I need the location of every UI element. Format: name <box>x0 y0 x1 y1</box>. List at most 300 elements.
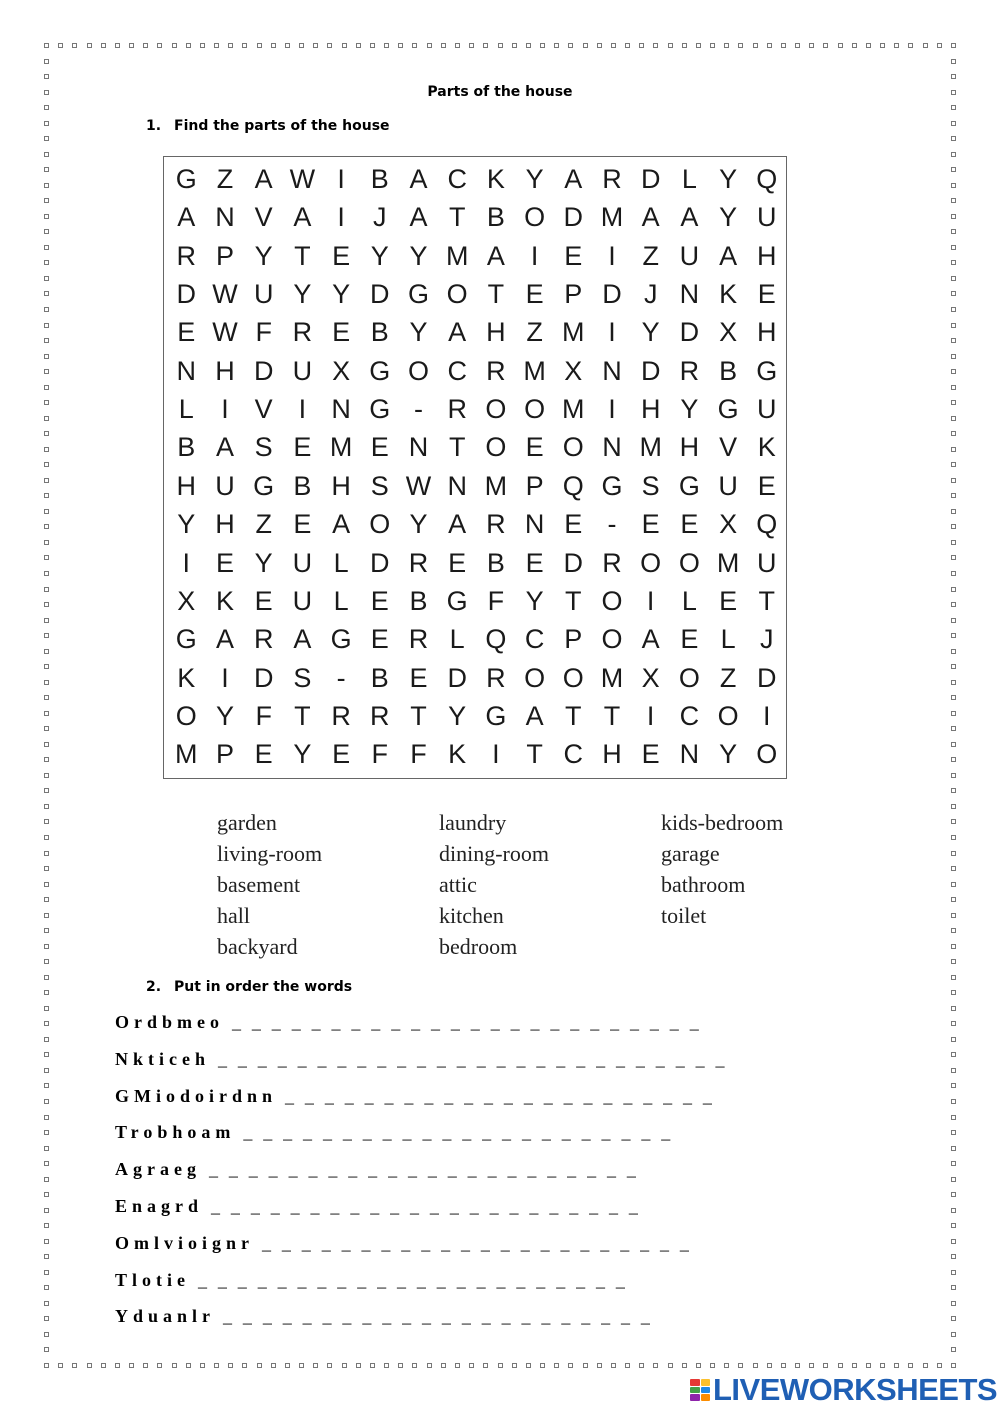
answer-blank[interactable]: _ _ _ _ _ _ _ _ _ _ _ _ _ _ _ _ _ _ _ _ _ _ <box>208 1159 640 1180</box>
grid-letter: Y <box>293 739 312 770</box>
border-square <box>951 385 956 390</box>
grid-letter: A <box>254 164 273 194</box>
border-square <box>44 1347 49 1352</box>
border-square <box>526 43 531 48</box>
border-square <box>129 1363 134 1368</box>
grid-letter: U <box>718 470 738 501</box>
scrambled-row <box>115 1012 702 1033</box>
border-square <box>44 400 49 405</box>
grid-letter: N <box>602 432 622 463</box>
border-square <box>157 43 162 48</box>
border-square <box>823 43 828 48</box>
border-square <box>72 1363 77 1368</box>
border-square <box>44 1301 49 1306</box>
border-square <box>781 1363 786 1368</box>
border-square <box>228 43 233 48</box>
grid-letter: I <box>337 202 345 233</box>
grid-letter: J <box>760 624 774 655</box>
border-square <box>951 555 956 560</box>
border-square <box>44 462 49 467</box>
border-square <box>44 571 49 576</box>
grid-letter: R <box>447 394 467 425</box>
border-square <box>44 1099 49 1104</box>
grid-letter: A <box>448 509 467 540</box>
grid-letter: A <box>293 202 312 233</box>
grid-letter: S <box>641 470 660 501</box>
grid-letter: Y <box>177 509 196 540</box>
border-square <box>710 43 715 48</box>
grid-letter: O <box>717 700 739 731</box>
border-square <box>186 43 191 48</box>
grid-letter: D <box>679 317 700 348</box>
answer-blank[interactable]: _ _ _ _ _ _ _ _ _ _ _ _ _ _ _ _ _ _ _ _ _ _ <box>262 1232 693 1253</box>
grid-letter: Y <box>641 317 660 348</box>
border-square <box>852 1363 857 1368</box>
border-square <box>951 990 956 995</box>
border-square <box>257 43 262 48</box>
grid-letter: I <box>492 739 500 770</box>
border-square <box>285 43 290 48</box>
border-square <box>951 1130 956 1135</box>
border-square <box>356 43 361 48</box>
border-square <box>44 866 49 871</box>
grid-letter: Y <box>332 279 351 310</box>
border-square <box>242 43 247 48</box>
border-square <box>639 43 644 48</box>
scrambled-word: Nkticeh <box>115 1048 210 1069</box>
border-square <box>951 183 956 188</box>
scrambled-row <box>115 1159 639 1180</box>
border-square <box>951 43 956 48</box>
grid-letter: I <box>221 394 229 425</box>
border-square <box>838 43 843 48</box>
grid-letter: I <box>608 394 616 425</box>
border-square <box>299 43 304 48</box>
border-square <box>44 276 49 281</box>
border-square <box>186 1363 191 1368</box>
border-square <box>44 291 49 296</box>
border-square <box>44 742 49 747</box>
border-square <box>951 1068 956 1073</box>
grid-letter: A <box>486 240 505 271</box>
border-square <box>44 819 49 824</box>
border-square <box>951 198 956 203</box>
grid-letter: G <box>446 585 468 616</box>
border-square <box>44 944 49 949</box>
answer-blank[interactable]: _ _ _ _ _ _ _ _ _ _ _ _ _ _ _ _ _ _ _ _ _ _ <box>198 1269 629 1290</box>
grid-letter: S <box>293 662 312 693</box>
border-square <box>398 1363 403 1368</box>
border-square <box>696 43 701 48</box>
grid-letter: A <box>177 202 196 233</box>
border-square <box>951 1347 956 1352</box>
word-bank-item: attic <box>439 872 477 897</box>
border-square <box>44 338 49 343</box>
border-square <box>87 1363 92 1368</box>
grid-letter: M <box>523 355 546 386</box>
border-square <box>951 447 956 452</box>
border-square <box>412 43 417 48</box>
grid-letter: D <box>370 279 390 310</box>
grid-letter: U <box>679 240 700 271</box>
border-square <box>455 43 460 48</box>
grid-letter: L <box>681 585 697 616</box>
border-square <box>951 307 956 312</box>
grid-letter: - <box>413 394 423 425</box>
border-square <box>696 1363 701 1368</box>
border-square <box>44 649 49 654</box>
grid-letter: Y <box>719 202 738 233</box>
border-square <box>342 43 347 48</box>
border-square <box>44 1332 49 1337</box>
grid-letter: G <box>485 700 507 731</box>
border-square <box>44 59 49 64</box>
grid-letter: G <box>407 279 429 310</box>
border-square <box>951 493 956 498</box>
scrambled-row <box>115 1233 692 1254</box>
border-square <box>44 1223 49 1228</box>
grid-letter: O <box>678 547 700 578</box>
border-square <box>44 183 49 188</box>
grid-letter: R <box>331 700 351 731</box>
border-square <box>384 43 389 48</box>
grid-letter: B <box>293 470 312 501</box>
border-square <box>44 726 49 731</box>
border-square <box>951 1083 956 1088</box>
grid-letter: W <box>212 317 238 348</box>
grid-letter: A <box>719 240 738 271</box>
border-square <box>101 43 106 48</box>
grid-letter: S <box>370 470 389 501</box>
border-square <box>412 1363 417 1368</box>
grid-letter: B <box>370 662 389 693</box>
answer-blank[interactable]: _ _ _ _ _ _ _ _ _ _ _ _ _ _ _ _ _ _ _ _ _ _ <box>211 1196 642 1216</box>
border-square <box>951 587 956 592</box>
grid-letter: M <box>329 432 353 463</box>
word-bank-item: toilet <box>661 903 707 928</box>
grid-letter: R <box>486 355 506 386</box>
grid-letter: X <box>641 662 660 693</box>
border-square <box>44 121 49 126</box>
border-square <box>44 354 49 359</box>
border-square <box>271 1363 276 1368</box>
grid-letter: T <box>565 585 582 616</box>
border-square <box>44 555 49 560</box>
grid-letter: G <box>756 355 778 386</box>
border-square <box>625 1363 630 1368</box>
border-square <box>370 1363 375 1368</box>
border-square <box>44 913 49 918</box>
grid-letter: U <box>757 202 777 233</box>
grid-row <box>164 198 788 236</box>
border-square <box>44 1130 49 1135</box>
border-square <box>951 788 956 793</box>
border-square <box>313 43 318 48</box>
grid-letter: U <box>757 547 777 578</box>
grid-letter: I <box>298 394 307 425</box>
grid-letter: N <box>679 279 700 310</box>
grid-row <box>164 352 788 390</box>
grid-letter: W <box>405 470 432 501</box>
border-square <box>44 431 49 436</box>
grid-letter: Y <box>215 700 234 731</box>
grid-letter: R <box>486 662 506 693</box>
border-square <box>44 214 49 219</box>
border-square <box>951 1239 956 1244</box>
border-square <box>44 1192 49 1197</box>
grid-letter: O <box>640 547 662 578</box>
border-square <box>44 618 49 623</box>
grid-letter: P <box>564 279 583 310</box>
grid-letter: E <box>564 240 583 271</box>
grid-letter: N <box>215 202 235 233</box>
border-square <box>44 524 49 529</box>
grid-letter: M <box>600 202 624 233</box>
border-square <box>951 291 956 296</box>
grid-letter: B <box>719 355 738 386</box>
grid-letter: H <box>215 509 235 540</box>
border-square <box>172 43 177 48</box>
grid-letter: B <box>409 585 428 616</box>
border-square <box>866 1363 871 1368</box>
grid-letter: O <box>756 739 778 770</box>
grid-letter: Y <box>409 509 428 540</box>
grid-letter: M <box>562 394 585 425</box>
grid-letter: E <box>641 739 660 770</box>
border-square <box>129 43 134 48</box>
border-square <box>937 43 942 48</box>
grid-letter: E <box>757 470 776 501</box>
grid-letter: O <box>562 662 584 693</box>
grid-letter: H <box>757 240 777 271</box>
answer-blank[interactable]: _ _ _ _ _ _ _ _ _ _ _ _ _ _ _ _ _ _ _ _ _ _ <box>285 1085 716 1106</box>
grid-letter: Q <box>756 164 778 194</box>
word-bank-item: dining-room <box>439 841 549 866</box>
grid-row <box>164 659 788 697</box>
grid-letter: R <box>370 700 390 731</box>
border-square <box>44 136 49 141</box>
grid-letter: A <box>680 202 699 233</box>
grid-letter: F <box>487 585 505 616</box>
border-square <box>44 229 49 234</box>
section-2-text: Put in order the words <box>174 979 353 995</box>
grid-letter: F <box>255 700 272 731</box>
grid-letter: N <box>331 394 351 425</box>
border-square <box>583 43 588 48</box>
scrambled-word: Enagrd <box>115 1196 204 1216</box>
logo-text: LIVEWORKSHEETS <box>713 1372 998 1407</box>
border-square <box>157 1363 162 1368</box>
grid-letter: R <box>602 164 622 194</box>
border-square <box>200 1363 205 1368</box>
grid-letter: A <box>641 202 660 233</box>
grid-letter: B <box>486 547 505 578</box>
border-square <box>455 1363 460 1368</box>
grid-letter: H <box>640 394 661 425</box>
border-square <box>228 1363 233 1368</box>
border-square <box>58 1363 63 1368</box>
border-square <box>951 649 956 654</box>
border-square <box>44 633 49 638</box>
border-square <box>356 1363 361 1368</box>
border-square <box>72 43 77 48</box>
border-square <box>44 664 49 669</box>
word-bank-item: bedroom <box>439 934 518 959</box>
grid-row <box>164 620 788 658</box>
grid-letter: H <box>176 470 197 501</box>
grid-row <box>164 237 788 275</box>
grid-letter: D <box>447 662 467 693</box>
grid-letter: O <box>446 279 468 310</box>
grid-letter: F <box>410 739 427 770</box>
grid-letter: V <box>254 394 273 425</box>
border-square <box>313 1363 318 1368</box>
grid-letter: G <box>369 355 391 386</box>
border-square <box>951 1363 956 1368</box>
border-square <box>214 1363 219 1368</box>
border-square <box>668 1363 673 1368</box>
border-square <box>795 1363 800 1368</box>
grid-letter: F <box>371 739 389 770</box>
grid-letter: D <box>253 662 274 693</box>
grid-row <box>164 544 788 582</box>
grid-letter: D <box>563 202 584 233</box>
grid-letter: E <box>293 432 312 463</box>
grid-letter: R <box>408 624 429 655</box>
border-square <box>951 819 956 824</box>
border-square <box>625 43 630 48</box>
border-square <box>951 913 956 918</box>
grid-letter: H <box>757 317 777 348</box>
border-square <box>951 462 956 467</box>
border-square <box>951 1285 956 1290</box>
grid-letter: O <box>524 662 546 693</box>
border-square <box>44 975 49 980</box>
grid-letter: I <box>608 240 616 271</box>
border-square <box>44 602 49 607</box>
border-square <box>398 43 403 48</box>
grid-letter: B <box>370 317 389 348</box>
grid-row <box>164 735 788 773</box>
section-2-number: 2. <box>146 979 162 995</box>
answer-blank[interactable]: _ _ _ _ _ _ _ _ _ _ _ _ _ _ _ _ _ _ _ _ _ _ _ _ _ _ <box>218 1048 728 1069</box>
grid-letter: O <box>562 432 584 463</box>
border-square <box>738 43 743 48</box>
grid-letter: T <box>603 700 621 731</box>
grid-letter: I <box>221 662 229 693</box>
grid-letter: G <box>175 624 197 655</box>
border-square <box>583 1363 588 1368</box>
answer-blank[interactable]: _ _ _ _ _ _ _ _ _ _ _ _ _ _ _ _ _ _ _ _ _ _ <box>243 1122 674 1143</box>
border-square <box>441 43 446 48</box>
border-square <box>44 711 49 716</box>
word-bank-item: bathroom <box>661 872 746 897</box>
scrambled-row <box>115 1306 653 1327</box>
grid-letter: M <box>175 739 198 770</box>
grid-letter: O <box>678 662 700 693</box>
grid-letter: M <box>484 470 508 501</box>
scrambled-row <box>115 1270 628 1291</box>
grid-letter: Y <box>409 240 428 271</box>
border-square <box>568 1363 573 1368</box>
grid-letter: E <box>215 547 234 578</box>
grid-letter: U <box>215 470 235 501</box>
border-square <box>951 1099 956 1104</box>
grid-letter: R <box>408 547 429 578</box>
grid-letter: Y <box>254 240 273 271</box>
border-square <box>44 1146 49 1151</box>
grid-letter: E <box>332 240 351 271</box>
border-square <box>951 1177 956 1182</box>
border-square <box>951 835 956 840</box>
grid-letter: L <box>449 624 465 655</box>
grid-letter: E <box>370 585 389 616</box>
grid-letter: W <box>212 279 238 310</box>
scrambled-word: Omlvioignr <box>115 1232 254 1253</box>
grid-letter: L <box>333 585 349 616</box>
scrambled-word: Agraeg <box>115 1159 201 1180</box>
grid-letter: B <box>177 432 196 463</box>
grid-row <box>164 697 788 735</box>
grid-row <box>164 160 788 198</box>
border-square <box>384 1363 389 1368</box>
grid-letter: O <box>485 432 507 463</box>
border-square <box>951 711 956 716</box>
border-square <box>951 804 956 809</box>
grid-letter: E <box>680 624 699 655</box>
border-square <box>597 1363 602 1368</box>
grid-letter: T <box>448 432 466 463</box>
border-square <box>44 447 49 452</box>
grid-letter: O <box>175 700 197 731</box>
answer-blank[interactable]: _ _ _ _ _ _ _ _ _ _ _ _ _ _ _ _ _ _ _ _ _ _ <box>223 1306 654 1327</box>
border-square <box>951 245 956 250</box>
border-square <box>894 1363 899 1368</box>
grid-letter: Y <box>448 700 467 731</box>
grid-letter: H <box>679 432 700 463</box>
answer-blank[interactable]: _ _ _ _ _ _ _ _ _ _ _ _ _ _ _ _ _ _ _ _ _ _ _ _ <box>232 1012 702 1032</box>
grid-letter: A <box>409 164 428 194</box>
grid-letter: A <box>293 624 312 655</box>
border-square <box>809 1363 814 1368</box>
border-square <box>101 1363 106 1368</box>
grid-letter: P <box>215 240 234 271</box>
border-square <box>951 74 956 79</box>
grid-letter: U <box>292 547 313 578</box>
liveworksheets-logo-icon <box>690 1379 710 1401</box>
grid-letter: P <box>525 470 544 501</box>
border-square <box>44 1037 49 1042</box>
grid-letter: K <box>719 279 738 310</box>
border-square <box>682 1363 687 1368</box>
border-square <box>143 43 148 48</box>
grid-row <box>164 505 788 543</box>
grid-letter: D <box>757 662 777 693</box>
grid-letter: N <box>447 470 467 501</box>
grid-letter: R <box>292 317 313 348</box>
border-square <box>951 571 956 576</box>
border-square <box>951 851 956 856</box>
border-square <box>44 1208 49 1213</box>
grid-letter: N <box>679 739 700 770</box>
grid-letter: K <box>177 662 196 693</box>
border-square <box>951 416 956 421</box>
border-square <box>809 43 814 48</box>
grid-letter: E <box>757 279 776 310</box>
border-square <box>951 1270 956 1275</box>
border-square <box>951 1316 956 1321</box>
scrambled-row <box>115 1086 715 1107</box>
